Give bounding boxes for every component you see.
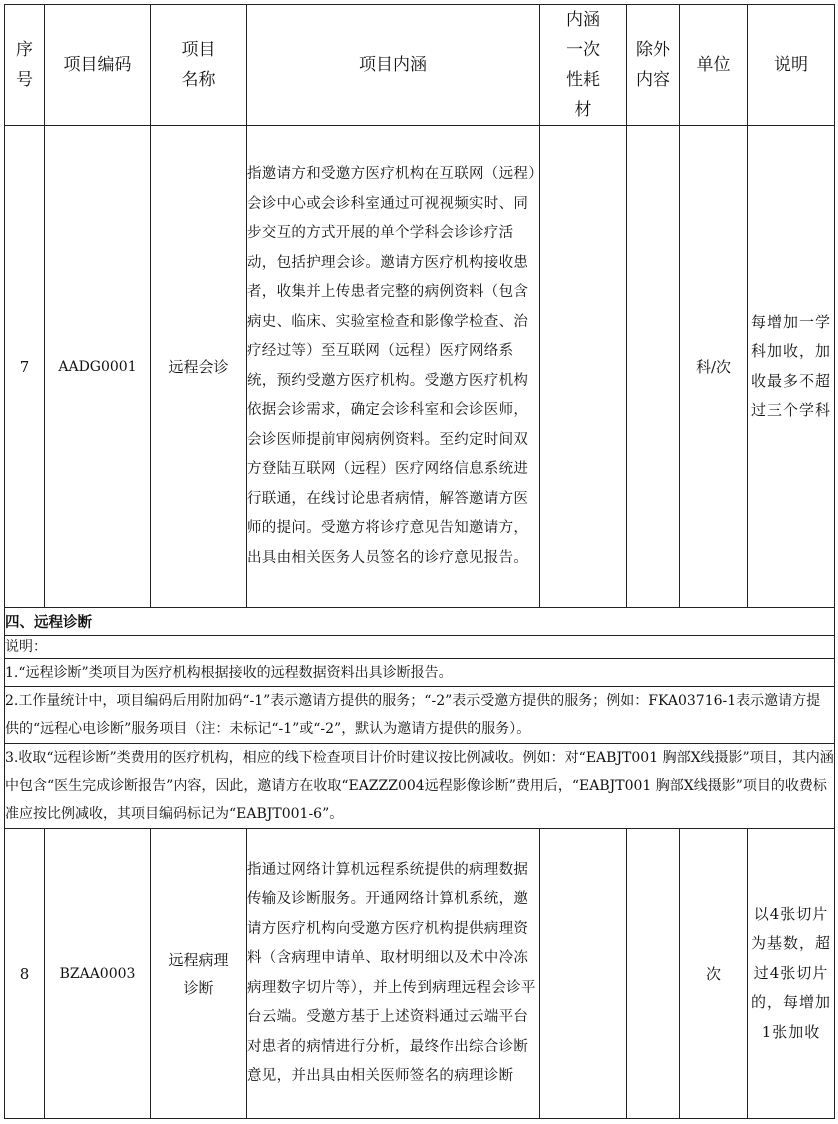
row-content: 指通过网络计算机远程系统提供的病理数据传输及诊断服务。开通网络计算机系统，邀请方医疗机构向受邀方医疗机构提供病理资料（含病理申请单、取材明细以及术中冷冻病理数字切片等），并上传到病理远程会诊平台云端。受邀方基于上述资料通过云端平台对患者的病情进行分析，最终作出综合诊断意见，并出具由相关医师签名的病理诊断 bbox=[247, 829, 540, 1119]
section-title-row bbox=[5, 608, 835, 636]
header-consumables: 内涵一次性耗材 bbox=[540, 5, 627, 126]
header-note: 说明 bbox=[748, 5, 835, 126]
row-name: 远程会诊 bbox=[151, 126, 247, 608]
table-row bbox=[5, 829, 835, 1119]
row-unit: 科/次 bbox=[680, 126, 748, 608]
row-consumables bbox=[540, 829, 627, 1119]
header-unit: 单位 bbox=[680, 5, 748, 126]
table-row bbox=[5, 126, 835, 608]
row-code: AADG0001 bbox=[45, 126, 151, 608]
row-name: 远程病理诊断 bbox=[151, 829, 247, 1119]
row-seq: 8 bbox=[5, 829, 45, 1119]
header-name: 项目名称 bbox=[151, 5, 247, 126]
header-seq: 序号 bbox=[5, 5, 45, 126]
row-code: BZAA0003 bbox=[45, 829, 151, 1119]
section-intro-row bbox=[5, 636, 835, 659]
row-note: 以4张切片为基数，超过4张切片的，每增加1张加收 bbox=[748, 829, 835, 1119]
section-item-row bbox=[5, 659, 835, 687]
section-intro: 说明： bbox=[5, 636, 835, 659]
row-unit: 次 bbox=[680, 829, 748, 1119]
row-content: 指邀请方和受邀方医疗机构在互联网（远程）会诊中心或会诊科室通过可视视频实时、同步交互的方式开展的单个学科会诊诊疗活动，包括护理会诊。邀请方医疗机构接收患者，收集并上传患者完整的病例资料（包含病史、临床、实验室检查和影像学检查、治疗经过等）至互联网（远程）医疗网络系统，预约受邀方医疗机构。受邀方医疗机构依据会诊需求，确定会诊科室和会诊医师，会诊医师提前审阅病例资料。至约定时间双方登陆互联网（远程）医疗网络信息系统进行联通，在线讨论患者病情，解答邀请方医师的提问。受邀方将诊疗意见告知邀请方，出具由相关医务人员签名的诊疗意见报告。 bbox=[247, 126, 540, 608]
header-row bbox=[5, 5, 835, 126]
row-consumables bbox=[540, 126, 627, 608]
row-excluded bbox=[627, 829, 680, 1119]
section-item-1: 1.“远程诊断”类项目为医疗机构根据接收的远程数据资料出具诊断报告。 bbox=[5, 659, 835, 687]
fee-item-table bbox=[4, 4, 835, 1119]
row-seq: 7 bbox=[5, 126, 45, 608]
section-item-row bbox=[5, 687, 835, 744]
header-content: 项目内涵 bbox=[247, 5, 540, 126]
section-title: 四、远程诊断 bbox=[5, 608, 835, 636]
row-note: 每增加一学科加收，加收最多不超过三个学科 bbox=[748, 126, 835, 608]
header-code: 项目编码 bbox=[45, 5, 151, 126]
row-excluded bbox=[627, 126, 680, 608]
header-excluded: 除外内容 bbox=[627, 5, 680, 126]
section-item-2: 2.工作量统计中，项目编码后用附加码“-1”表示邀请方提供的服务；“-2”表示受邀方提供的服务；例如：FKA03716-1表示邀请方提供的“远程心电诊断”服务项目（注：未标记“-1”或“-2”，默认为邀请方提供的服务）。 bbox=[5, 687, 835, 744]
section-item-row bbox=[5, 744, 835, 829]
section-item-3: 3.收取“远程诊断”类费用的医疗机构，相应的线下检查项目计价时建议按比例减收。例如：对“EABJT001 胸部X线摄影”项目，其内涵中包含“医生完成诊断报告”内容，因此，邀请方在收取“EAZZZ004远程影像诊断”费用后，“EABJT001 胸部X线摄影”项目的收费标准应按比例减收，其项目编码标记为“EABJT001-6”。 bbox=[5, 744, 835, 829]
